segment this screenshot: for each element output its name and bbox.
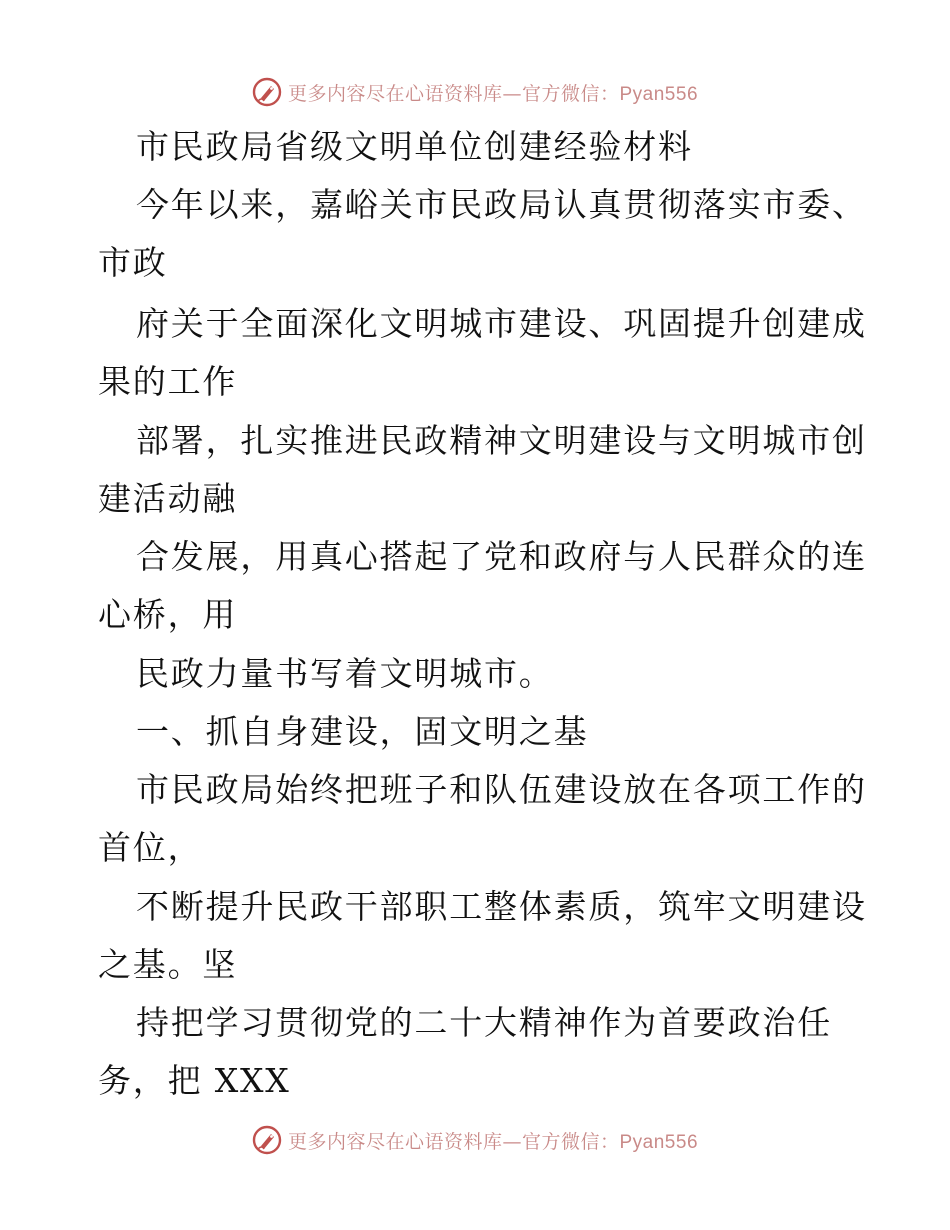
header-watermark — [0, 72, 950, 112]
paragraph-line: 建活动融 — [98, 479, 238, 518]
paragraph-line: 持把学习贯彻党的二十大精神作为首要政治任 — [136, 1003, 832, 1042]
paragraph-line: 首位， — [98, 828, 203, 867]
paragraph-line: 市民政局始终把班子和队伍建设放在各项工作的 — [136, 770, 867, 809]
section-heading: 一、抓自身建设，固文明之基 — [136, 712, 589, 751]
pen-nib-logo-icon — [252, 77, 282, 107]
watermark-text: 更多内容尽在心语资料库—官方微信：Pyan556 — [287, 1130, 699, 1153]
wechat-id: Pyan556 — [619, 83, 699, 105]
document-title: 市民政局省级文明单位创建经验材料 — [136, 127, 693, 166]
paragraph-line: 心桥，用 — [98, 595, 238, 634]
paragraph-line: 果的工作 — [98, 362, 238, 401]
paragraph-line: 部署，扎实推进民政精神文明建设与文明城市创 — [136, 421, 867, 460]
footer-watermark — [0, 1120, 950, 1160]
paragraph-line: 市政 — [98, 243, 168, 282]
paragraph-line: 合发展，用真心搭起了党和政府与人民群众的连 — [136, 537, 867, 576]
paragraph-line: 务，把 XXX — [98, 1061, 291, 1100]
pen-nib-logo-icon — [252, 1125, 282, 1155]
watermark-text: 更多内容尽在心语资料库—官方微信：Pyan556 — [287, 82, 699, 105]
paragraph-line: 府关于全面深化文明城市建设、巩固提升创建成 — [136, 304, 867, 343]
paragraph-line: 不断提升民政干部职工整体素质，筑牢文明建设 — [136, 887, 867, 926]
wechat-id: Pyan556 — [619, 1131, 699, 1153]
paragraph-line: 民政力量书写着文明城市。 — [136, 654, 554, 693]
paragraph-line: 之基。坚 — [98, 945, 238, 984]
paragraph-line: 今年以来，嘉峪关市民政局认真贯彻落实市委、 — [136, 185, 867, 224]
